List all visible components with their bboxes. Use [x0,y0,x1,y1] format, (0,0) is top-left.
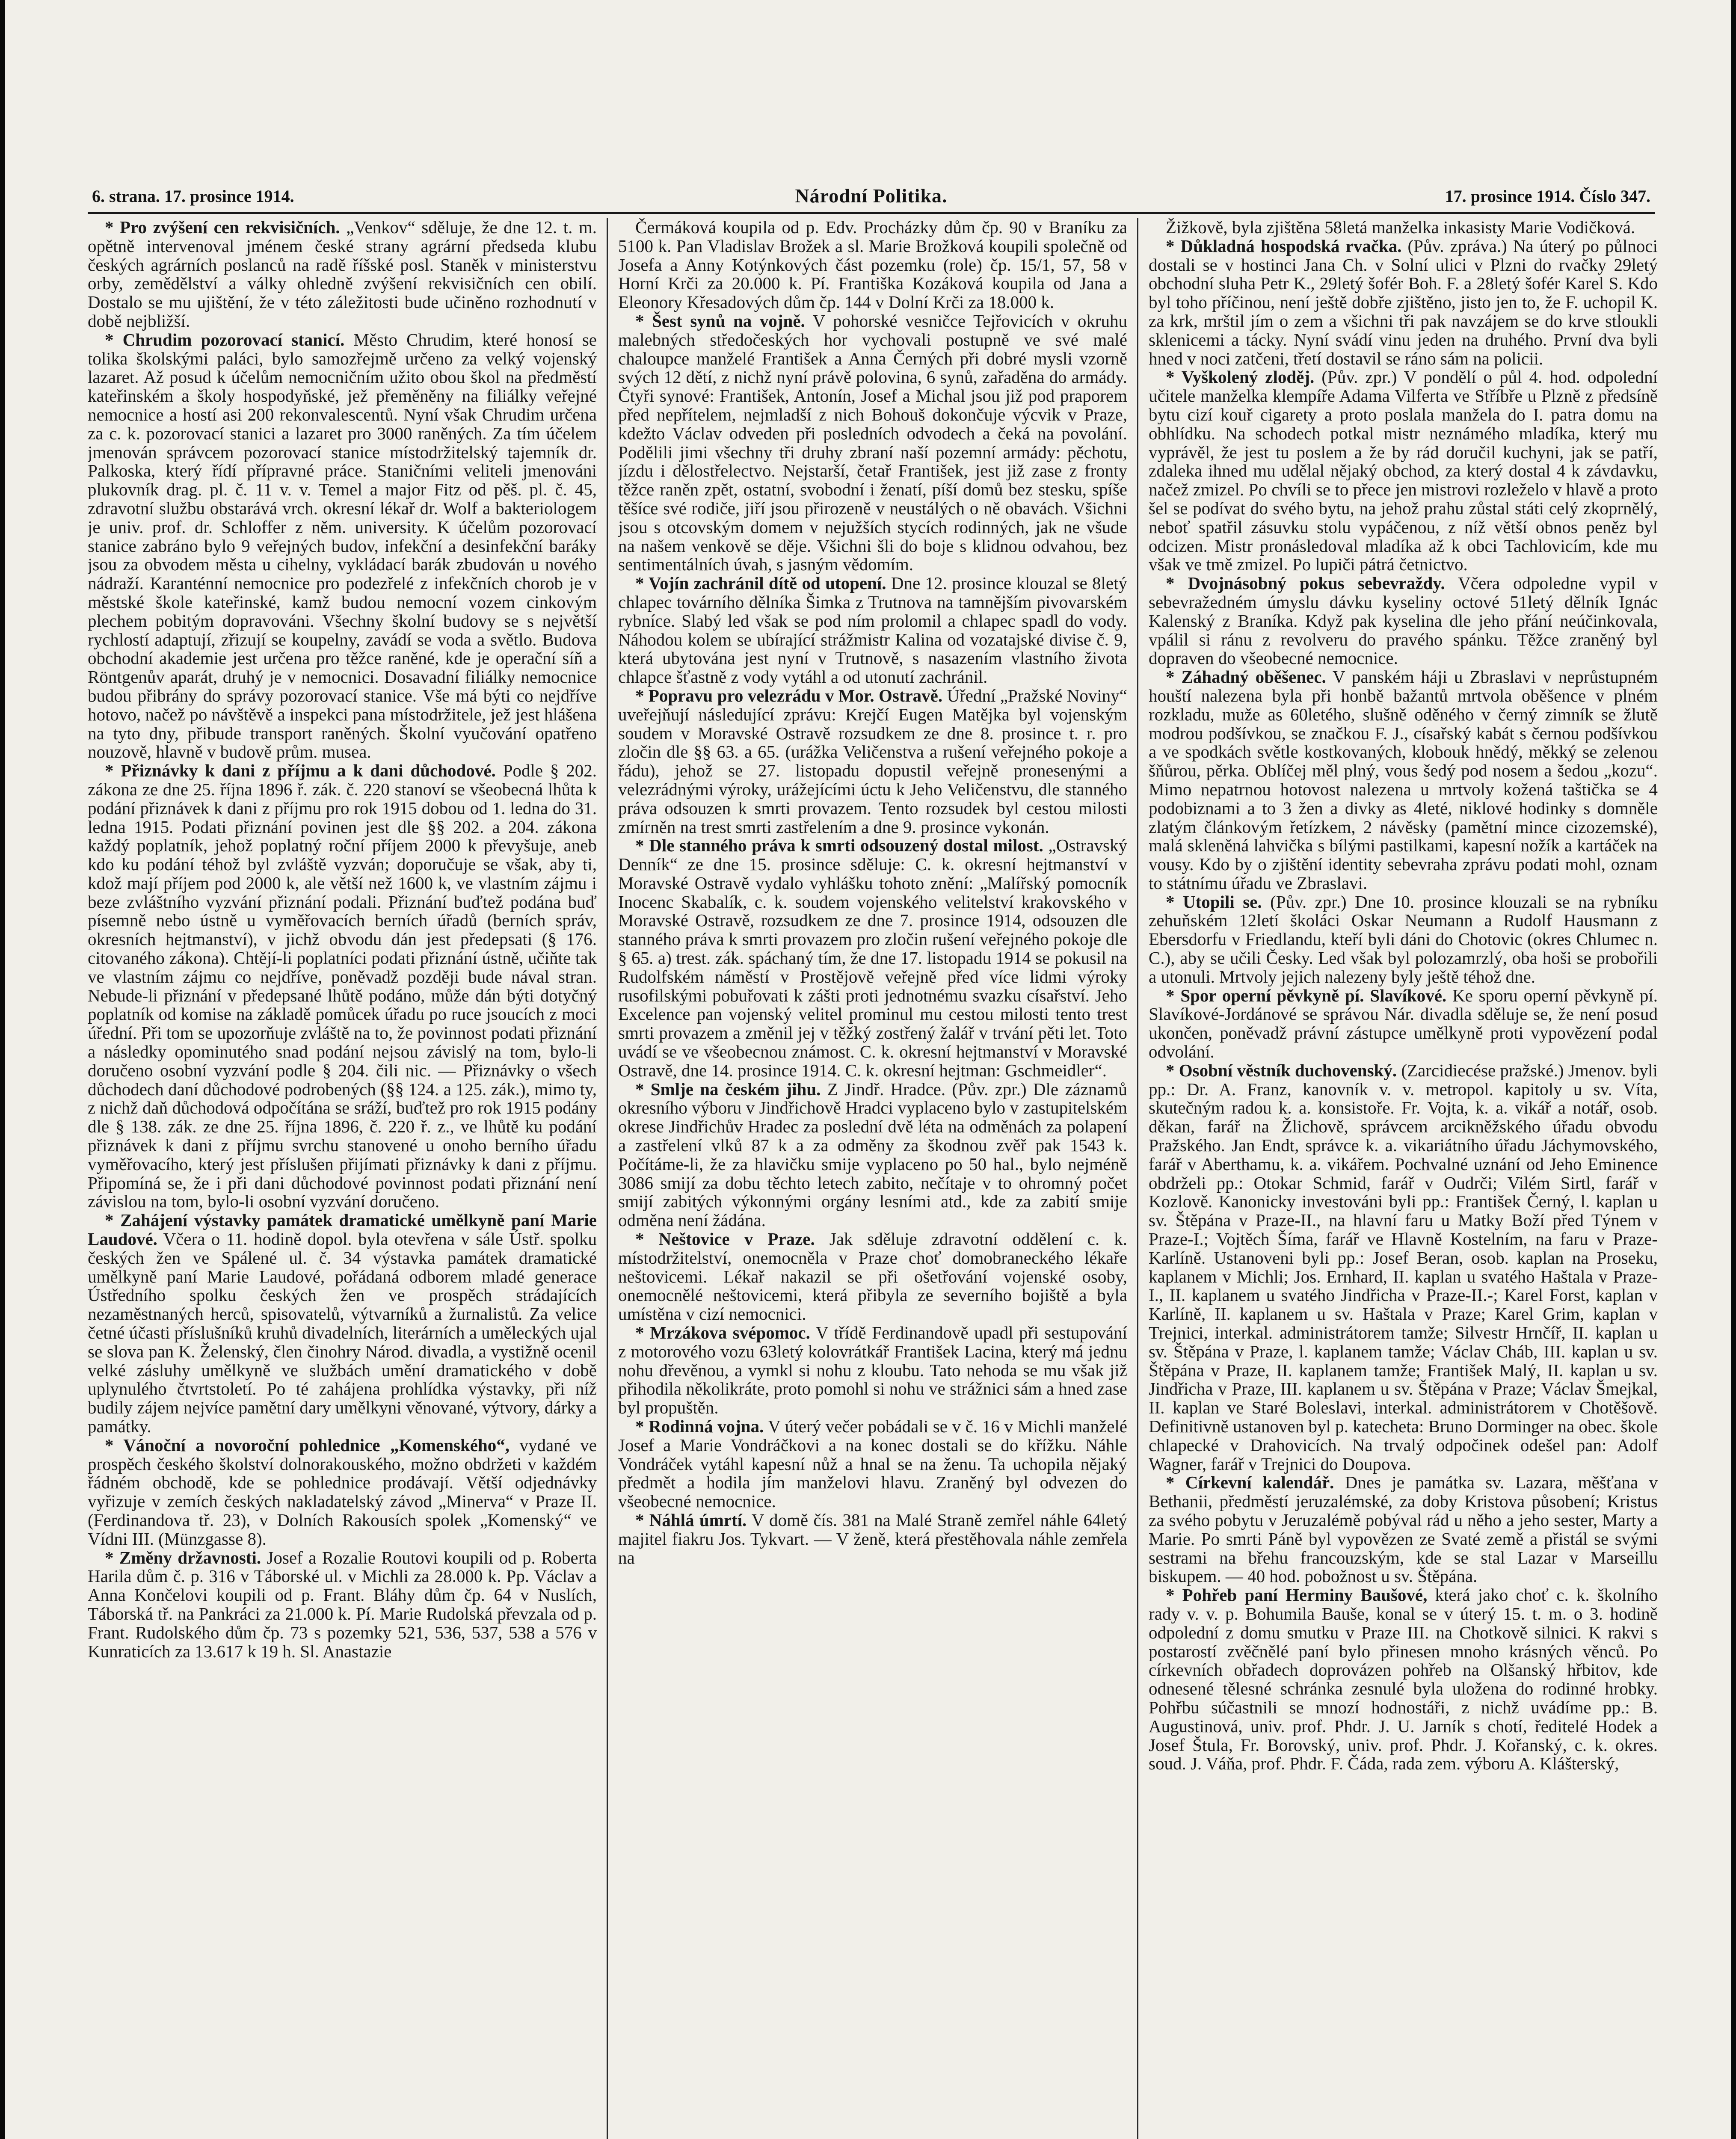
page-header [88,182,1655,212]
article-body: V domě čís. 381 na Malé Straně zemřel náhle 64letý majitel fiakru Jos. Tykvart. — V ženě, která přestěhovala náhle zemřela na [618,1510,1127,1567]
article-body: Jak sděluje zdravotní oddělení c. k. místodržitelství, onemocněla v Praze choť domobraneckého lékaře neštovicemi. Lékař nakazil se při ošetřování vojenské osoby, onemocnělé neštovicemi, která přibyla ze severního bojiště a byla umístěna v cizí nemocnici. [618,1229,1127,1324]
article-paragraph [1149,368,1658,574]
article-paragraph [1149,893,1658,987]
columns-area [88,218,1658,2139]
scan-border-left [0,0,5,2139]
column-divider-1 [607,218,608,2139]
article-body: Ke sporu operní pěvkyně pí. Slavíkové-Jordánové se správou Nár. divadla sděluje se, že není posud ukončen, poněvadž právní zástupce umělkyně proti vypovězení podal odvolání. [1149,985,1658,1062]
article-paragraph [618,1080,1127,1230]
article-paragraph [618,1417,1127,1511]
article-body: Včera o 11. hodině dopol. byla otevřena v sále Ústř. spolku českých žen ve Spálené ul. č. 34 výstavka památek dramatické umělkyně paní Marie Laudové, pořádaná odborem mladé generace Ústředního spolku českých žen ve prospěch strádajících nezaměstnaných herců, spisovatelů, výtvarníků a žurnalistů. Za velice četné účasti příslušníků kruhů divadelních, literárních a uměleckých ujal se slova pan K. Želenský, člen činohry Národ. divadla, a vystižně ocenil velké zásluhy umělkyně ve službách umění dramatického v době uplynulého čtvrtstoletí. Po té zahájena prohlídka výstavky, při níž budily zájem nejvíce pamětní dary umělkyni věnované, výtvory, dárky a památky. [88,1229,597,1436]
article-body: Z Jindř. Hradce. (Pův. zpr.) Dle záznamů okresního výboru v Jindřichově Hradci vyplaceno bylo v zastupitelském okrese Jindřichův Hradec za poslední dvě léta na odměnách za polapení a zastřelení vlků 87 k a za odměny za škodnou zvěř pak 1543 k. Počítáme-li, že za hlavičku smije vyplaceno po 50 hal., bylo nejméně 3086 smijí za dobu těchto letech zabito, nečítaje v to ohromný počet smijí zabitých výkonnými orgány lesními atd., kde za zabití smije odměna není žádána. [618,1079,1127,1230]
article-body: „Venkov“ sděluje, že dne 12. t. m. opětně intervenoval jménem české strany agrární předseda klubu českých agrárních poslanců na radě říšské posl. Staněk v ministerstvu orby, zemědělství a války ohledně zvýšení rekvisičních cen obilí. Dostalo se mu ujištění, že v této záležitosti bude učiněno rozhodnutí v době nejbližší. [88,218,597,331]
article-paragraph [1149,1061,1658,1474]
article-paragraph [618,1511,1127,1567]
article-paragraph [618,836,1127,1080]
article-headline: * Dvojnásobný pokus sebevraždy. [1166,573,1445,593]
article-body: Podle § 202. zákona ze dne 25. října 1896 ř. zák. č. 220 stanoví se všeobecná lhůta k podání přiznávek k dani z příjmu pro rok 1915 dobou od 1. ledna do 31. ledna 1915. Podati přiznání povinen jest dle §§ 202. a 204. zákona každý poplatník, jehož poplatný roční příjem 2000 k převyšuje, aneb kdo ku podání téhož byl zvláště vyzván; doporučuje se však, aby ti, kdož mají příjem pod 2000 k, ale větší než 1600 k, ve vlastním zájmu i beze zvláštního vyzvání přiznání podali. Přiznání buďtež podána buď písemně nebo ústně u vyměřovacích berních úřadů (berních správ, okresních hejtmanství), v jichž obvodu dán jest předepsati (§ 176. citovaného zákona). Chtějí-li poplatníci podati přiznání ústně, učiňte tak ve vlastním zájmu co nejdříve, poněvadž později bude nával stran. Nebude-li přiznání v předepsané lhůtě podáno, může dán býti dotyčný poplatník od komise na základě pomůcek úřadu po ruce jsoucích z moci úřední. Při tom se upozorňuje zvláště na to, že povinnost podati přiznání a následky opominutého snad podání nejsou závislý na tom, bylo-li doručeno osobní vyzvání podle § 204. čili nic. — Přiznávky o všech důchodech daní důchodové podrobených (§§ 124. a 125. zák.), mimo ty, z nichž daň důchodová odpočítána se sráží, buďtež pro rok 1915 podány dle § 138. zák. ze dne 25. října 1896, č. 220 ř. z., ve lhůtě ku podání přiznávek k dani z příjmu svrchu stanovené u onoho berního úřadu vyměřovacího, který jest příslušen přijímati přiznávky k dani z příjmu. Připomíná se, že i při dani důchodové povinnost podati přiznání není závislou na tom, bylo-li osobní vyzvání doručeno. [88,761,597,1212]
header-rule [88,212,1655,214]
article-body: V panském háji u Zbraslavi v neprůstupném houští nalezena byla při honbě bažantů mrtvola oběšence v plném rozkladu, muže as 60letého, slušně oděného v černý zimník se žlutě modrou podšívkou, se značkou F. J., císařský kabát s černou podšívkou a ve spodkách světle kostkovaných, klobouk hnědý, měkký se zelenou šňůrou, pěrka. Oblíčej měl plný, vous šedý pod nosem a šedou „kozu“. Mimo nepatrnou hotovost nalezena u mrtvoly kožená taštička se 4 podobiznami a to 3 žen a divky as 4leté, niklové hodinky s domněle zlatým článkovým řetízkem, 2 návěsky (pamětní mince cizozemské), malá skleněná lahvička s bílými pastilkami, kapesní nožík a kartáček na vousy. Kdo by o zjištění identity sebevraha zprávu podati mohl, oznam to státnímu úřadu ve Zbraslavi. [1149,667,1658,893]
article-paragraph [88,331,597,761]
article-paragraph [1149,1586,1658,1773]
article-headline: * Záhadný oběšenec. [1166,667,1326,687]
article-paragraph [618,1324,1127,1417]
article-paragraph [88,1211,597,1436]
article-headline: * Vyškolený zloděj. [1166,367,1315,387]
article-headline: * Dle stanného práva k smrti odsouzený dostal milost. [635,835,1043,856]
scan-border-right [1731,0,1736,2139]
article-paragraph [88,761,597,1211]
article-paragraph [618,312,1127,574]
article-paragraph [1149,1473,1658,1586]
article-body: Včera odpoledne vypil v sebevražedném úmyslu dávku kyseliny octové 51letý dělník Ignác Kalenský z Braníka. Když pak kyselina dle jeho přání neúčinkovala, vpálil si ránu z revolveru do pravého spánku. Těžce zraněný byl dopraven do všeobecné nemocnice. [1149,573,1658,668]
article-body: V pohorské vesničce Tejřovicích v okruhu malebných středočeských hor vychovali postupně ve své malé chaloupce manželé František a Anna Černých při dobré mysli vzorně svých 12 dětí, z nichž nyní právě polovina, 6 synů, zařaděna do armády. Čtyři synové: František, Antonín, Josef a Michal jsou již pod praporem před nepřítelem, nejmladší z nich Bohouš dokončuje výcvik v Praze, kdežto Václav odveden při posledních odvodech a čeká na povolání. Podělili jimi všechny tři druhy zbraní naší pozemní armády: pěchotu, jízdu i dělostřelectvo. Nejstarší, četař František, jest již zase z fronty těžce raněn zpět, ostatní, svobodní i ženatí, píší domů bez stesku, spíše těšíce své rodiče, jiří jsou přirozeně v neustálých o ně obavách. Všichni jsou s otcovským domem v nejužších stycích rodinných, jak ne všude na našem venkově se děje. Všichni šli do boje s klidnou odvahou, bez sentimentálních úvah, s jasným vědomím. [618,311,1127,575]
article-body: Čermáková koupila od p. Edv. Procházky dům čp. 90 v Braníku za 5100 k. Pan Vladislav Brožek a sl. Marie Brožková koupili společně od Josefa a Anny Kotýnkových část pozemku (role) čp. 15/1, 57, 58 v Horní Krči za 20.000 k. Pí. Františka Kozáková koupila od Jana a Eleonory Křesadových dům čp. 144 v Dolní Krči za 18.000 k. [618,218,1127,312]
article-headline: * Mrzákova svépomoc. [635,1323,810,1343]
article-headline: * Důkladná hospodská rvačka. [1166,236,1402,256]
article-paragraph [1149,237,1658,368]
article-headline: * Přiznávky k dani z příjmu a k dani důchodové. [105,761,496,781]
article-headline: * Pohřeb paní Herminy Baušové, [1166,1585,1428,1605]
article-body: Žižkově, byla zjištěna 58letá manželka inkasisty Marie Vodičková. [1166,218,1635,237]
column-2 [618,218,1127,2139]
article-headline: * Vánoční a novoroční pohlednice „Komenského“, [105,1435,510,1455]
article-headline: * Smlje na českém jihu. [635,1079,821,1099]
column-divider-2 [1137,218,1138,2139]
article-body: V třídě Ferdinandově upadl při sestupování z motorového vozu 63letý kolovrátkář František Lacina, který má jednu nohu dřevěnou, a vymkl si nohu z kloubu. Tato nehoda se mu však již přihodila několikráte, proto pomohl si nohu ve strážnici sám a hned zase byl propuštěn. [618,1323,1127,1418]
article-paragraph [1149,668,1658,893]
column-1 [88,218,597,2139]
article-paragraph [618,218,1127,312]
article-headline: * Neštovice v Praze. [635,1229,815,1249]
article-body: Město Chrudim, které honosí se tolika školskými paláci, bylo samozřejmě určeno za velký vojenský lazaret. Až posud k účelům nemocničním užito obou škol na předměstí kateřinském a školy hospodyňské, jež přeměněny na filiálky veřejné nemocnice a hostí asi 200 rekonvalescentů. Nyní však Chrudim určena za c. k. pozorovací stanici a lazaret pro 3000 raněných. Za tím účelem jmenován správcem pozorovací stanice místodržitelský tajemník dr. Palkoska, který řídí přípravné práce. Staničními veliteli jmenováni plukovník drag. pl. č. 11 v. v. Temel a major Fitz od pěš. pl. č. 45, zdravotní službu obstarává vrch. okresní lékař dr. Wolf a bakteriologem je univ. prof. dr. Schloffer z něm. university. K účelům pozorovací stanice zabráno bylo 9 veřejných budov, infekční a desinfekční baráky jsou za obvodem města u cihelny, vykládací barák zbudován u nového nádraží. Karanténní nemocnice pro podezřelé z infekčních chorob je v městské škole kateřinské, kamž budou nemocní vozem cinkovým plechem pobitým dopravováni. Všechny školní budovy se s největší rychlostí adaptují, zřizují se koupelny, zavádí se voda a světlo. Budova obchodní akademie jest určena pro těžce raněné, kde je operační síň a Röntgenův aparát, druhý je v nemocnici. Dosavadní filiálky nemocnice budou přibrány do správy pozorovací stanice. Vše má býti co nejdříve hotovo, načež po návštěvě a inspekci pana místodržitele, jež jest hlášena na tyto dny, přibude transport raněných. Školní vyučování opatřeno nouzově, hlavně v budově prům. musea. [88,329,597,762]
article-body: vydané ve prospěch českého školství dolnorakouského, možno obdržeti v každém řádném obchodě, kde se pohlednice prodávají. Větší odjednávky vyřizuje v zemích českých nakladatelský závod „Minerva“ v Praze II. (Ferdinandova tř. 23), v Dolních Rakousích spolek „Komenský“ ve Vídni III. (Münzgasse 8). [88,1435,597,1549]
article-paragraph [88,1549,597,1661]
article-headline: * Popravu pro velezrádu v Mor. Ostravě. [635,685,943,705]
article-paragraph [1149,574,1658,668]
article-headline: * Vojín zachránil dítě od utopení. [635,573,886,593]
article-headline: * Náhlá úmrtí. [635,1510,747,1530]
article-headline: * Spor operní pěvkyně pí. Slavíkové. [1166,985,1447,1005]
article-body: (Pův. zpr.) Dne 10. prosince klouzali se na rybníku zehuňském 12letí školáci Oskar Neumann a Rudolf Hausmann z Ebersdorfu v Friedlandu, kteří byli dáni do Chotovic (okres Chlumec n. C.), aby se učili Česky. Led však byl polozamrzlý, oba hoši se probořili a utonuli. Mrtvoly jejich nalezeny byly ještě téhož dne. [1149,892,1658,987]
article-body: „Ostravský Denník“ ze dne 15. prosince sděluje: C. k. okresní hejtmanství v Moravské Ostravě vydalo vyhlášku tohoto znění: „Malířský pomocník Inocenc Skabalík, c. k. soudem vojenského velitelství krakovského v Moravské Ostravě, rozsudkem ze dne 7. prosince 1914, odsouzen dle stanného práva k smrti provazem pro zločin rušení veřejného pokoje dle § 65. a) trest. zák. spáchaný tím, že dne 17. listopadu 1914 se pokusil na Rudolfském náměstí v Prostějově veřejně před více lidmi výroky rusofilskými pobuřovati k zášti proti jednotnému svazku císařství. Jeho Excelence pan vojenský velitel prominul mu cestou milosti tento trest smrti provazem a změnil jej v těžký zostřený žalář v trvání pěti let. Toto uvádí se ve všeobecnou známost. C. k. okresní hejtmanství v Moravské Ostravě, dne 14. prosince 1914. C. k. okresní hejtman: Gschmeidler“. [618,835,1127,1080]
article-paragraph [1149,218,1658,237]
article-paragraph [618,687,1127,836]
article-headline: * Zahájení výstavky památek dramatické umělkyně paní Marie Laudové. [88,1210,597,1249]
article-headline: * Osobní věstník duchovenský. [1166,1060,1397,1080]
header-page-date: 6. strana. 17. prosince 1914. [92,187,294,206]
article-body: (Zarcidiecése pražské.) Jmenov. byli pp.: Dr. A. Franz, kanovník v. v. metropol. kapitoly u sv. Víta, skutečným radou k. a. konsistoře. Fr. Vojta, k. a. vikář a notář, osob. děkan, farář na Žlichově, správcem arcikněžského úřadu obvodu Pražského. Jan Endt, správce k. a. vikariátního úřadu Jáchymovského, farář v Aberthamu, k. a. vikářem. Pochvalné uznání od Jeho Eminence obdrželi pp.: Otokar Schmid, farář v Oudrči; Vilém Sirtl, farář v Kozlově. Kanonicky investováni byli pp.: František Černý, l. kaplan u sv. Štěpána v Praze-II., na hlavní faru u Matky Boží před Týnem v Praze-I.; Vojtěch Šíma, farář ve Hlavně Kostelním, na faru v Praze-Karlíně. Ustanoveni byli pp.: Josef Beran, osob. kaplan na Proseku, kaplanem v Michli; Jos. Ernhard, II. kaplan u svatého Haštala v Praze-I., II. kaplanem u svatého Jindřicha v Praze-II.-; Karel Forst, kaplan v Karlíně, II. kaplanem u sv. Haštala v Praze; Karel Grim, kaplan v Trejnici, interkal. administrátorem tamže; Silvestr Hrnčíř, II. kaplan u sv. Štěpána v Praze, l. kaplanem tamže; Václav Cháb, III. kaplan u sv. Štěpána v Praze, II. kaplanem tamže; František Malý, II. kaplan u sv. Jindřicha v Praze, III. kaplanem u sv. Štěpána v Praze; Václav Šmejkal, II. kaplan ve Staré Boleslavi, interkal. administrátorem v Chotěšově. Definitivně ustanoven byl p. katecheta: Bruno Dorminger na obec. škole chlapecké v Drahovicích. Na trvalý odpočinek odešel pan: Adolf Wagner, farář v Trejnici do Doupova. [1149,1060,1658,1474]
article-body: (Pův. zpr.) V pondělí o půl 4. hod. odpolední učitele manželka klempíře Adama Vilferta ve Stříbře u Plzně z předsíně bytu cizí kouř cigarety a proto poslala manžela do I. patra domu na obhlídku. Na schodech potkal mistr neznámého mladíka, který mu vyprávěl, že jest tu poslem a že by rád doručil kuchyni, jak se patří, zdaleka ihned mu udělal nějaký obchod, za který dostal 4 k závdavku, načež zmizel. Po chvíli se to přece jen mistrovi rozleželo v hlavě a proto šel se podívat do svého bytu, na jehož prahu zůstal státi celý zkoprnělý, neboť spatřil zásuvku stolu vypáčenou, z níž větší obnos peněz byl odcizen. Mistr pronásledoval mladíka až k obci Tachlovicím, kde mu však ve tmě zmizel. Po lupiči pátrá četnictvo. [1149,367,1658,575]
article-paragraph [618,574,1127,687]
article-headline: * Rodinná vojna. [635,1416,764,1436]
article-body: která jako choť c. k. školního rady v. v. p. Bohumila Bauše, konal se v úterý 15. t. m. o 3. hodině odpolední z domu smutku v Praze III. na Chotkově silnici. K rakvi s postarostí zvěčnělé paní bylo přinesen mnoho krásných věnců. Po církevních obřadech doprovázen pohřeb na Olšanský hřbitov, kde odnesené tělesné schránka zesnulé byla uložena do rodinné hrobky. Pohřbu súčastnili se mnozí hodnostáři, z nichž uvádíme pp.: B. Augustinová, univ. prof. Phdr. J. U. Jarník s chotí, ředitelé Hodek a Josef Štula, Fr. Borovský, univ. prof. Phdr. J. Kořanský, c. k. okres. soud. J. Váňa, prof. Phdr. F. Čáda, rada zem. výboru A. Klášterský, [1149,1585,1658,1774]
column-3 [1149,218,1658,2139]
article-paragraph [88,218,597,331]
article-headline: * Chrudim pozorovací stanicí. [105,329,345,350]
article-headline: * Pro zvýšení cen rekvisičních. [105,218,340,237]
article-headline: * Šest synů na vojně. [635,311,805,331]
article-body: Josef a Rozalie Routovi koupili od p. Roberta Harila dům č. p. 316 v Táborské ul. v Michli za 28.000 k. Pp. Václav a Anna Končelovi koupili od p. Frant. Bláhy dům čp. 64 v Nuslích, Táborská tř. na Pankráci za 21.000 k. Pí. Marie Rudolská převzala od p. Frant. Rudolského dům čp. 73 s pozemky 521, 536, 537, 538 a 576 v Kunraticích za 13.617 k 19 h. Sl. Anastazie [88,1547,597,1661]
header-issue-number: 17. prosince 1914. Číslo 347. [1445,187,1650,206]
article-body: V úterý večer pobádali se v č. 16 v Michli manželé Josef a Marie Vondráčkovi a na konec dostali se do křížku. Náhle Vondráček vytáhl kapesní nůž a hnal se na ženu. Ta uchopila nějaký předmět a hodila jím manželovi hlavu. Zraněný byl odvezen do všeobecné nemocnice. [618,1416,1127,1511]
article-headline: * Církevní kalendář. [1166,1472,1334,1493]
article-paragraph [88,1436,597,1549]
article-body: Úřední „Pražské Noviny“ uveřejňují následující zprávu: Krejčí Eugen Matějka byl vojenským soudem v Moravské Ostravě rozsudkem ze dne 8. prosince t. r. pro zločin dle §§ 63. a 65. (urážka Veličenstva a rušení veřejného pokoje a řádu), jehož se 27. listopadu dopustil veřejně pronesenými a velezrádnými výroky, urážejícími úctu k Jeho Veličenstvu, dle stanného práva odsouzen k smrti provazem. Tento rozsudek byl cestou milosti zmírněn na trest smrti zastřelením a dne 9. prosince vykonán. [618,685,1127,837]
article-headline: * Utopili se. [1166,892,1262,912]
article-paragraph [618,1230,1127,1324]
article-headline: * Změny državnosti. [105,1547,261,1567]
article-body: Dnes je památka sv. Lazara, měšťana v Bethanii, předměstí jeruzalémské, za doby Kristova působení; Kristus za svého pobytu v Jeruzalémě pobýval rád u něho a jeho sester, Marty a Marie. Po smrti Páně byl vypovězen ze Svaté země a přistál se svými sestrami na břehu francouzským, kde se stal Lazar v Marseillu biskupem. — 40 hod. pobožnost u sv. Štěpána. [1149,1472,1658,1586]
article-body: (Pův. zpráva.) Na úterý po půlnoci dostali se v hostinci Jana Ch. v Solní ulici v Plzni do rvačky 29letý obchodní sluha Petr K., 29letý šofér Boh. F. a 28letý šofér Karel S. Kdo byl toho příčinou, není ještě dobře zjištěno, jisto jen to, že F. uchopil K. za krk, mrštil jím o zem a všichni tři pak navzájem se do krve stloukli sklenicemi a tácky. Nyní svádí vinu jeden na druhého. První dva byli hned v noci zatčeni, třetí dostavil se ráno sám na policii. [1149,236,1658,368]
article-body: Dne 12. prosince klouzal se 8letý chlapec továrního dělníka Šimka z Trutnova na tamnějším pivovarském rybníce. Slabý led však se pod ním prolomil a chlapec spadl do vody. Náhodou kolem se ubírající strážmistr Kalina od vozatajské divise č. 9, která ubytována jest nyní v Trutnově, s nasazením vlastního života chlapce šťastně z vody vytáhl a od utonutí zachránil. [618,573,1127,687]
article-paragraph [1149,987,1658,1061]
header-masthead: Národní Politika. [795,185,948,207]
